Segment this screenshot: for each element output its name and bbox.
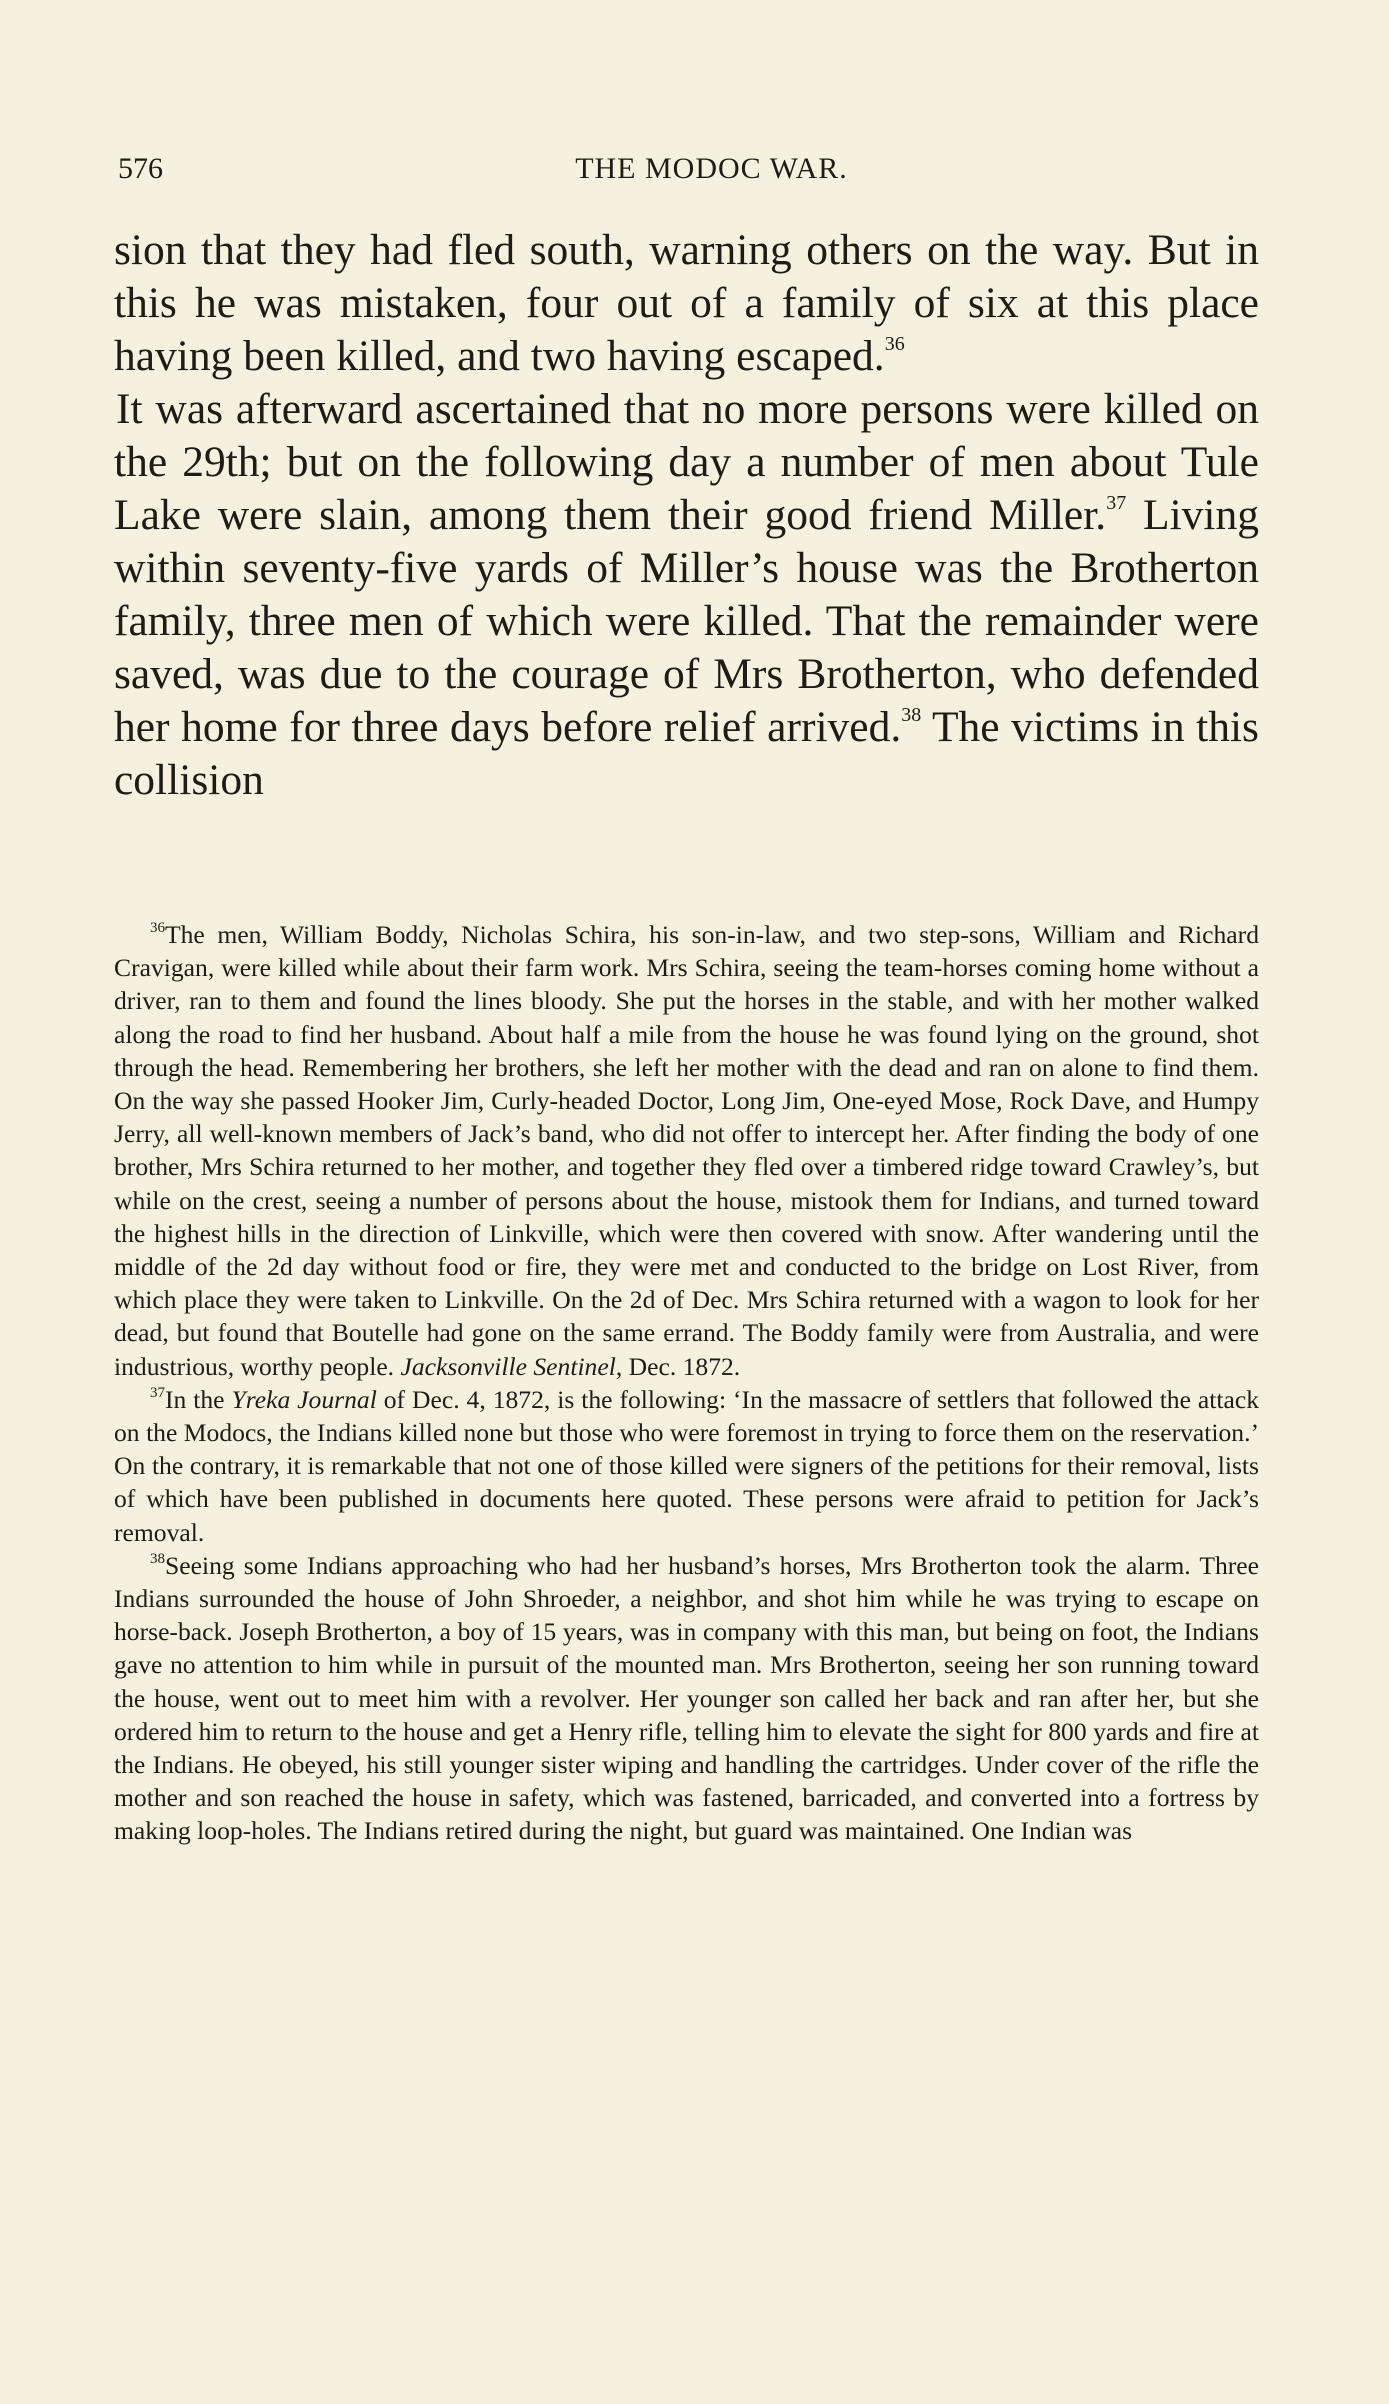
paragraph-2-text-a: It was afterward ascertained that no more persons were killed on the 29th; but on the following day a number of men about Tule Lake were slain, among them their good friend Miller. — [114, 385, 1259, 539]
chapter-title: THE MODOC WAR. — [575, 152, 848, 185]
footnote-36-date: , Dec. 1872. — [615, 1351, 741, 1381]
footnote-37 — [114, 1383, 1259, 1549]
footnote-36-source: Jacksonville Sentinel — [400, 1351, 616, 1381]
footnote-37-source: Yreka Journal — [231, 1384, 377, 1414]
footnote-37-mark: 37 — [150, 1384, 165, 1401]
footnote-37-text: of Dec. 4, 1872, is the following: ‘In the massacre of settlers that followed the attack on the Modocs, the Indians killed none but those who were foremost in trying to force them on the reservation.’ On the contrary, it is remarkable that not one of those killed were signers of the petitions for their removal, lists of which have been published in documents here quoted. These persons were afraid to petition for Jack’s removal. — [114, 1384, 1259, 1547]
footnote-36 — [114, 918, 1259, 1383]
running-head — [114, 152, 1259, 192]
footnote-38-mark: 38 — [150, 1550, 165, 1567]
footnote-36-mark: 36 — [150, 920, 165, 936]
paragraph-1-text: sion that they had fled south, warning others on the way. But in this he was mistaken, four out of a family of six at this place having been killed, and two having escaped. — [114, 226, 1259, 380]
main-text — [114, 224, 1259, 807]
footnote-36-text: The men, William Boddy, Nicholas Schira, his son-in-law, and two step-sons, William and Richard Cravigan, were killed while about their farm work. Mrs Schira, seeing the team-horses coming home without a driver, ran to them and found the lines bloody. She put the horses in the stable, and with her mother walked along the road to find her husband. About half a mile from the house he was found lying on the ground, shot through the head. Remembering her brothers, she left her mother with the dead and ran on alone to find them. On the way she passed Hooker Jim, Curly-headed Doctor, Long Jim, One-eyed Mose, Rock Dave, and Humpy Jerry, all well-known members of Jack’s band, who did not offer to intercept her. After finding the body of one brother, Mrs Schira returned to her mother, and together they fled over a timbered ridge toward Crawley’s, but while on the crest, seeing a number of persons about the house, mistook them for Indians, and turned toward the highest hills in the direction of Linkville, which were then covered with snow. After wandering until the middle of the 2d day without food or fire, they were met and conducted to the bridge on Lost River, from which place they were taken to Linkville. On the 2d of Dec. Mrs Schira returned with a wagon to look for her dead, but found that Boutelle had gone on the same errand. The Boddy family were from Australia, and were industrious, worthy people. — [114, 920, 1259, 1381]
footnote-37-pre: In the — [165, 1384, 232, 1414]
paragraph-2-text-b: Living within seventy-five yards of Miller’s house was the Brotherton family, three men of which were killed. That the remainder were saved, was due to the courage of Mrs Brotherton, who defended her home for three days before relief arrived. — [114, 491, 1259, 751]
paragraph-2 — [114, 383, 1259, 807]
footnote-38 — [114, 1549, 1259, 1848]
paragraph-1 — [114, 224, 1259, 383]
page-number: 576 — [118, 152, 163, 185]
paragraph-2-text-c: The victims in this collision — [114, 703, 1259, 804]
footnote-38-text: Seeing some Indians approaching who had her husband’s horses, Mrs Brotherton took the alarm. Three Indians surrounded the house of John Shroeder, a neighbor, and shot him while he was trying to escape on horse-back. Joseph Brotherton, a boy of 15 years, was in company with this man, but being on foot, the Indians gave no attention to him while in pursuit of the mounted man. Mrs Brotherton, seeing her son running toward the house, went out to meet him with a revolver. Her younger son called her back and ran after her, but she ordered him to return to the house and get a Henry rifle, telling him to elevate the sight for 800 yards and fire at the Indians. He obeyed, his still younger sister wiping and handling the cartridges. Under cover of the rifle the mother and son reached the house in safety, which was fastened, barricaded, and converted into a fortress by making loop-holes. The Indians retired during the night, but guard was maintained. One Indian was — [114, 1550, 1259, 1846]
footnotes — [114, 918, 1259, 1848]
footnote-ref-36: 36 — [884, 333, 905, 355]
footnote-ref-37: 37 — [1106, 492, 1127, 514]
footnote-ref-38: 38 — [901, 704, 922, 726]
